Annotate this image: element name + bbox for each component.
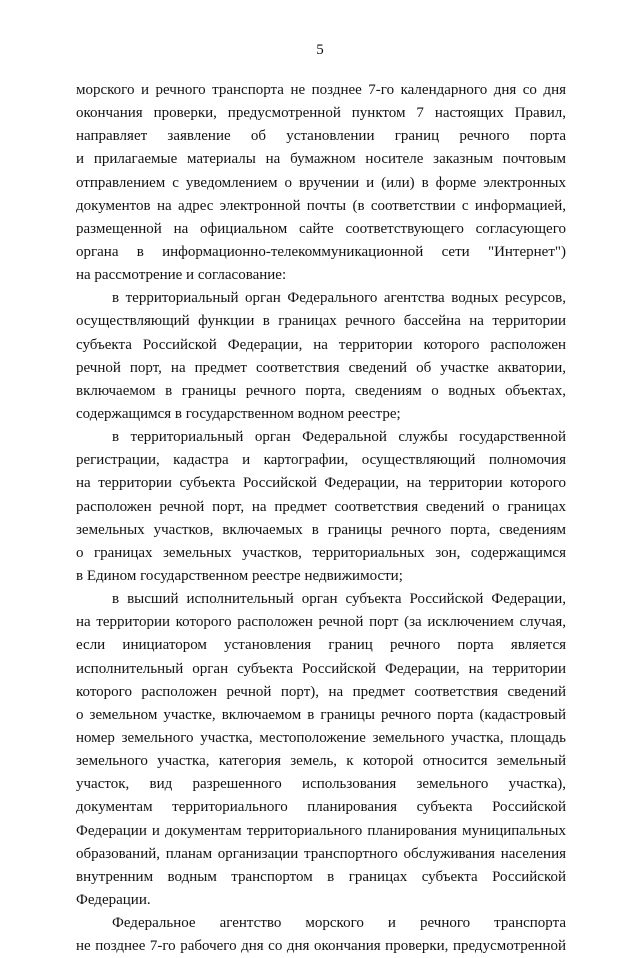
text-line: органа в информационно-телекоммуникационной сети "Интернет") <box>76 243 566 260</box>
text-line: окончания проверки, предусмотренной пунктом 7 настоящих Правил, <box>76 105 566 122</box>
paragraph <box>76 79 566 287</box>
text-line: номер земельного участка, местоположение земельного участка, площадь <box>76 729 566 746</box>
text-line: регистрации, кадастра и картографии, осуществляющий полномочия <box>76 452 566 469</box>
text-line: отправлением с уведомлением о вручении и (или) в форме электронных <box>76 174 566 191</box>
text-line: расположен речной порт, на предмет соответствия сведений о границах <box>76 498 566 515</box>
page-number: 5 <box>316 42 324 58</box>
text-line: содержащимся в государственном водном реестре; <box>76 405 401 422</box>
paragraph <box>76 287 566 426</box>
paragraph <box>76 426 566 588</box>
text-line: о границах земельных участков, территориальных зон, содержащимся <box>76 544 566 561</box>
text-line: морского и речного транспорта не позднее 7-го календарного дня со дня <box>76 82 566 98</box>
text-line: направляет заявление об установлении границ речного порта <box>76 128 566 145</box>
text-line: Федерации и документам территориального планирования муниципальных <box>76 822 566 839</box>
paragraph <box>76 912 566 958</box>
text-line: Федеральное агентство морского и речного транспорта <box>112 915 566 932</box>
text-line: земельного участка, категория земель, к которой относится земельный <box>76 753 566 770</box>
text-line: исполнительный орган субъекта Российской Федерации, на территории <box>76 660 566 677</box>
text-line: субъекта Российской Федерации, на территории которого расположен <box>76 336 566 353</box>
text-line: внутренним водным транспортом в границах субъекта Российской <box>76 868 566 885</box>
text-line: речной порт, на предмет соответствия сведений об участке акватории, <box>76 359 566 376</box>
text-line: участок, вид разрешенного использования земельного участка), <box>76 776 566 793</box>
text-line: земельных участков, включаемых в границы речного порта, сведениям <box>76 521 566 538</box>
text-line: в территориальный орган Федеральной службы государственной <box>112 429 566 446</box>
text-line: документам территориального планирования субъекта Российской <box>76 799 566 816</box>
text-line: на территории которого расположен речной порт (за исключением случая, <box>76 614 566 631</box>
text-line: которого расположен речной порт), на предмет соответствия сведений <box>76 683 566 700</box>
text-line: в высший исполнительный орган субъекта Российской Федерации, <box>112 591 566 608</box>
text-line: в территориальный орган Федерального агентства водных ресурсов, <box>112 290 566 307</box>
text-line: и прилагаемые материалы на бумажном носителе заказным почтовым <box>76 151 566 168</box>
text-line: размещенной на официальном сайте соответствующего согласующего <box>76 220 566 237</box>
text-line: о земельном участке, включаемом в границы речного порта (кадастровый <box>76 706 566 723</box>
text-line: Федерации. <box>76 891 151 908</box>
text-line: включаемом в границы речного порта, сведениям о водных объектах, <box>76 382 566 399</box>
text-line: в Едином государственном реестре недвижимости; <box>76 567 403 584</box>
text-line: документов на адрес электронной почты (в соответствии с информацией, <box>76 197 566 214</box>
text-line: не позднее 7-го рабочего дня со дня окончания проверки, предусмотренной <box>76 938 566 955</box>
text-line: на территории субъекта Российской Федерации, на территории которого <box>76 475 566 492</box>
text-line: если инициатором установления границ речного порта является <box>76 637 566 654</box>
text-line: на рассмотрение и согласование: <box>76 267 287 284</box>
text-line: осуществляющий функции в границах речного бассейна на территории <box>76 313 566 330</box>
document-body <box>76 79 566 958</box>
text-line: образований, планам организации транспортного обслуживания населения <box>76 845 566 862</box>
paragraph <box>76 588 566 912</box>
